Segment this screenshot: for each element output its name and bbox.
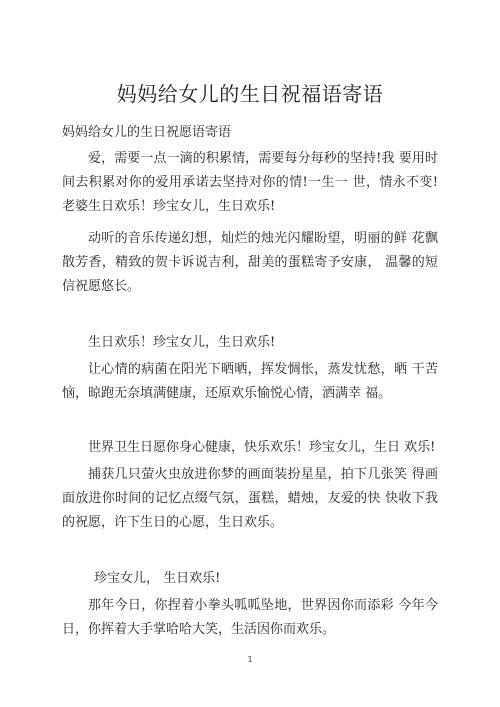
paragraph-7: 珍宝女儿， 生日欢乐! [94, 571, 221, 586]
document-subtitle: 妈妈给女儿的生日祝愿语寄语 [62, 125, 232, 140]
paragraph-3: 生日欢乐！珍宝女儿，生日欢乐! [88, 335, 276, 350]
paragraph-1: 爱，需要一点一滴的积累情，需要每分每秒的坚持!我 要用时间去积累对你的爱用承诺去坚持对你的情!一生一 世，情永不变!老婆生日欢乐！珍宝女儿，生日欢乐! [62, 151, 438, 214]
paragraph-2: 动听的音乐传递幻想，灿烂的烛光闪耀盼望，明丽的鲜 花飘散芳香，精致的贺卡诉说吉利，甜美的蛋糕寄予安康， 温馨的短信祝愿悠长。 [62, 231, 438, 294]
paragraph-4: 让心情的病菌在阳光下晒晒，挥发惆怅，蒸发忧愁，晒 干苦恼，晾跑无奈填满健康，还原欢乐愉悦心情，洒满幸 福。 [62, 362, 438, 401]
paragraph-5: 世界卫生日愿你身心健康，快乐欢乐！珍宝女儿，生日 欢乐! [88, 440, 436, 455]
page-number: 1 [247, 655, 253, 664]
paragraph-8: 那年今日，你捏着小拳头呱呱坠地，世界因你而添彩 今年今日，你挥着大手掌哈哈大笑，生活因你而欢乐。 [62, 598, 438, 637]
paragraph-6: 捕获几只萤火虫放进你梦的画面装扮星星，拍下几张笑 得画面放进你时间的记忆点缀气氛，蛋糕，蜡烛，友爱的快 快收下我的祝愿，许下生日的心愿，生日欢乐。 [62, 467, 438, 530]
document-title: 妈妈给女儿的生日祝福语寄语 [116, 82, 384, 106]
